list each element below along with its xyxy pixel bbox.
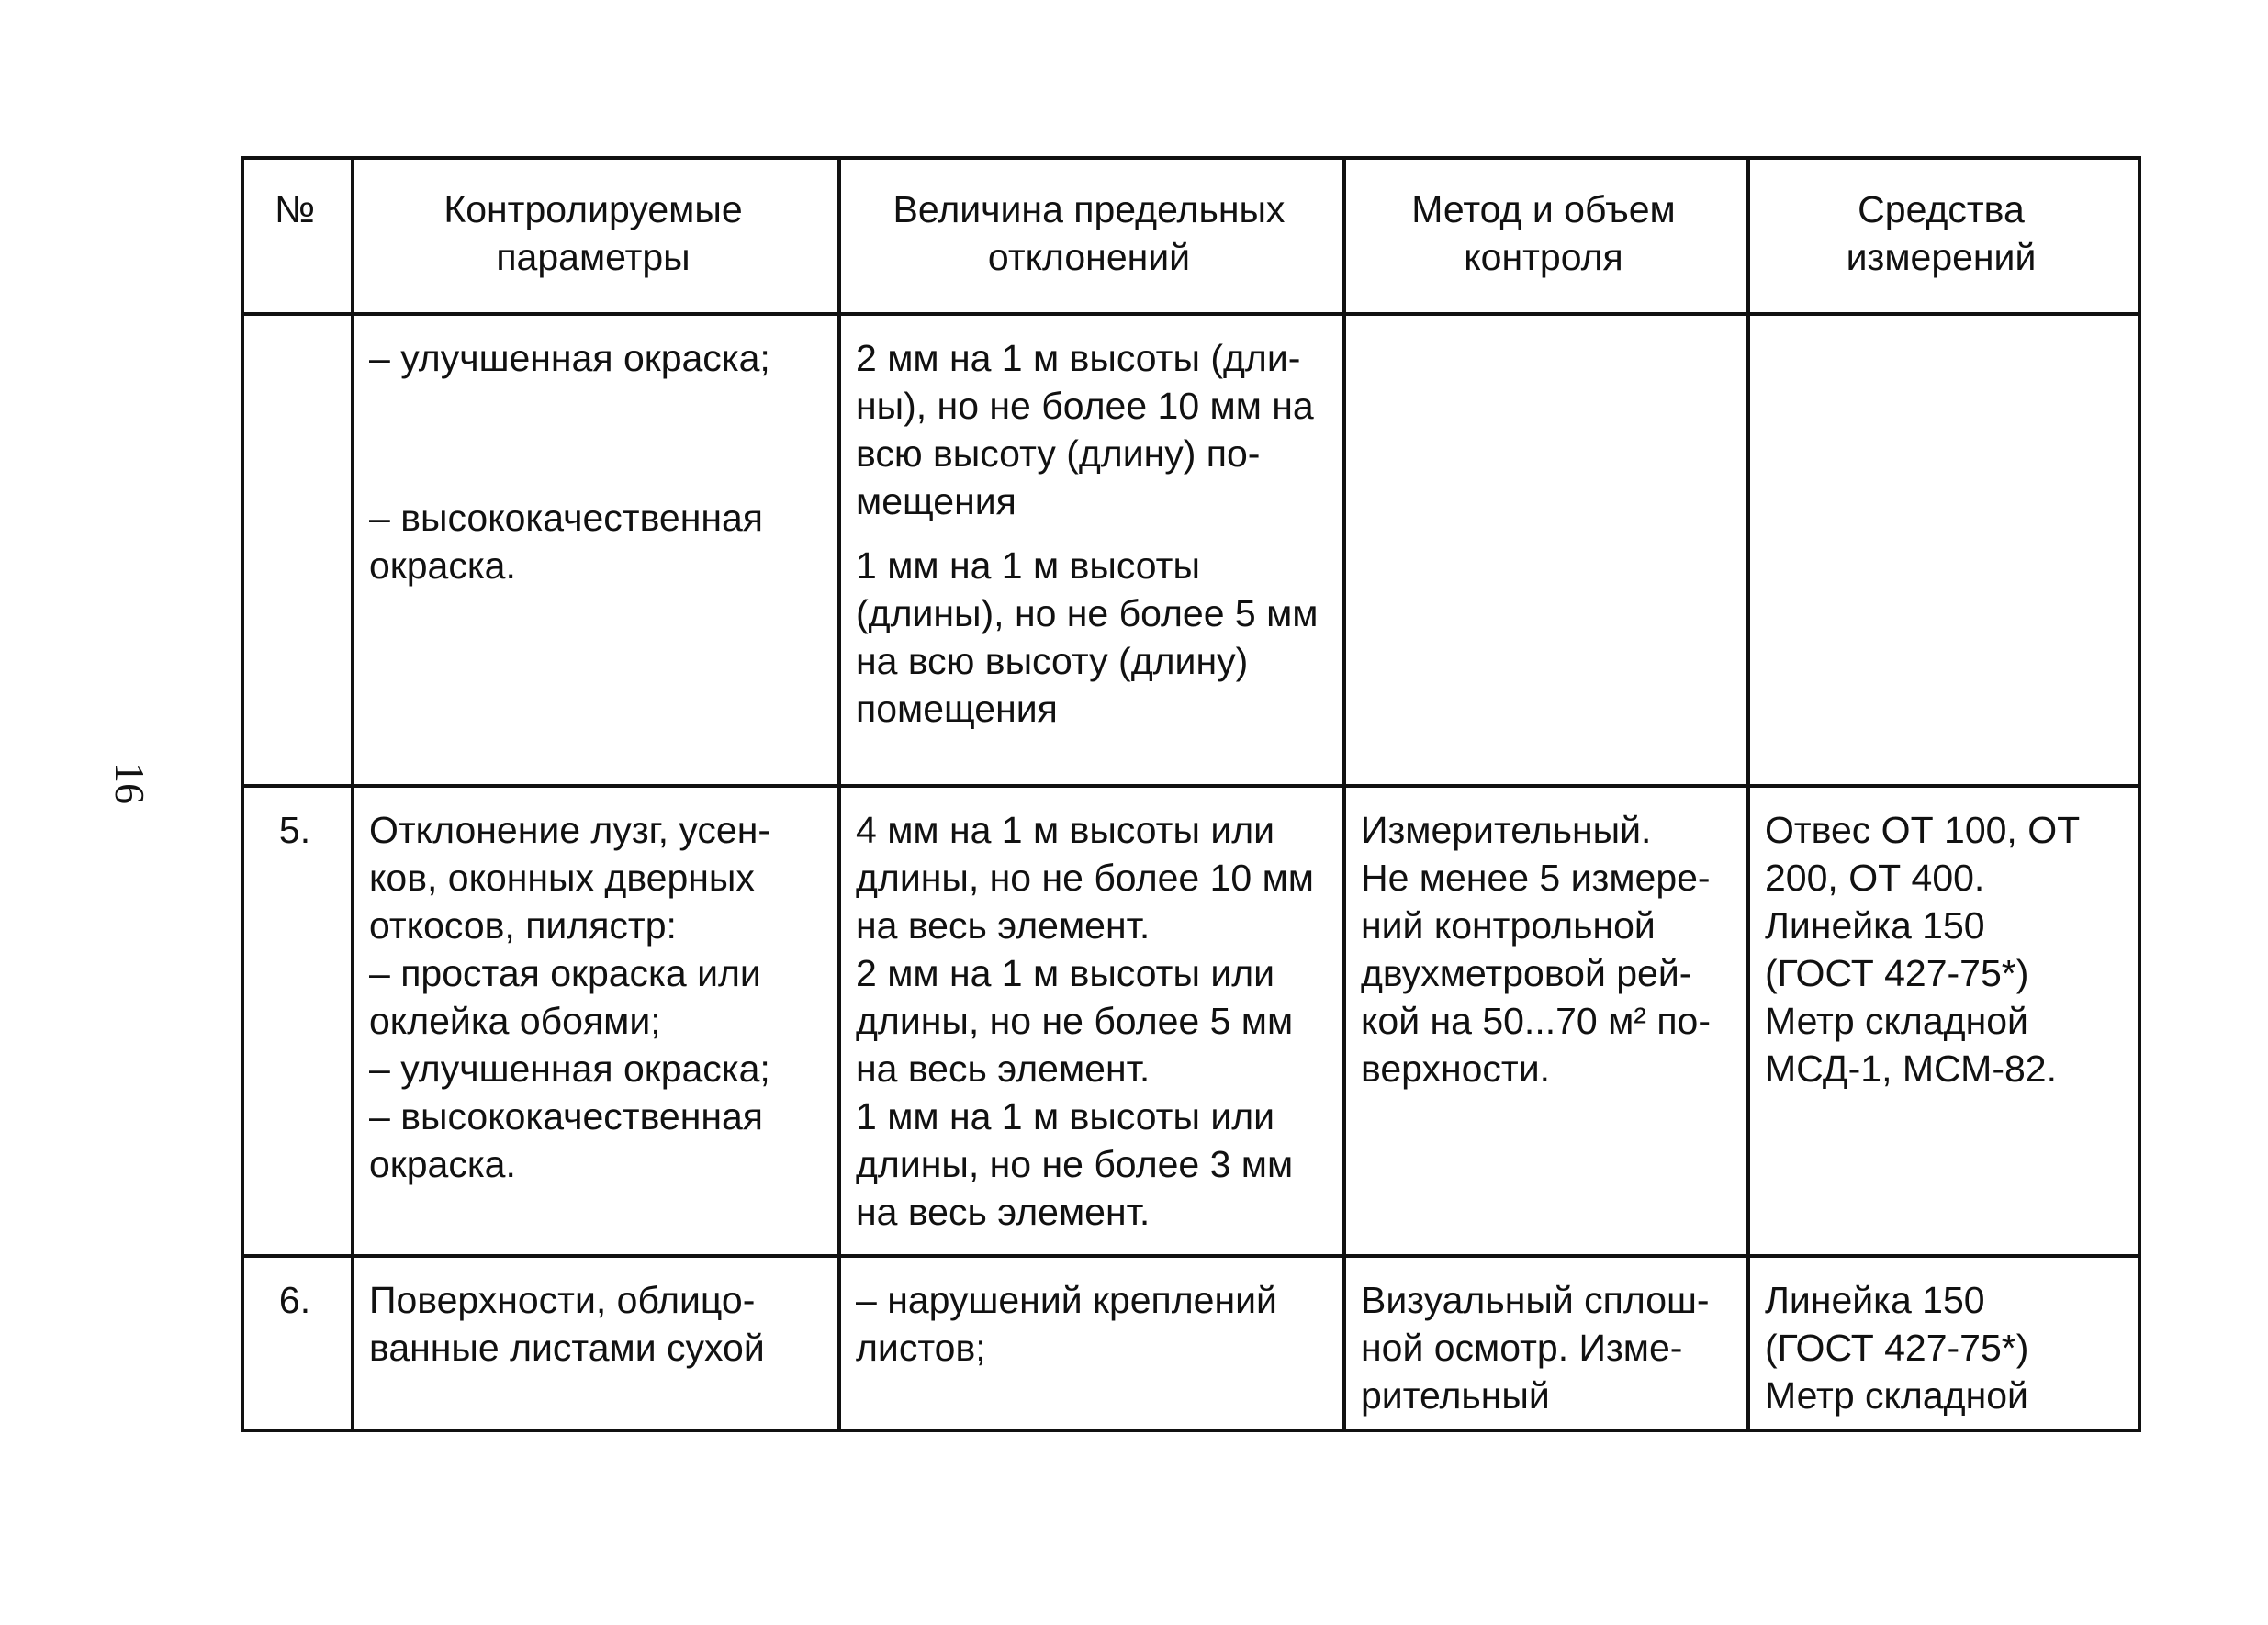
method-cell [1344,314,1748,786]
method-cell: Визуальный сплош- ной осмотр. Изме- рительный [1344,1256,1748,1430]
header-number: № [242,158,353,314]
parameter-text: – высококачественная окраска. [369,497,763,587]
header-controlled-parameters: Контролируемые параметры [353,158,839,314]
tools-cell: Линейка 150 (ГОСТ 427-75*) Метр складной [1748,1256,2139,1430]
method-cell: Измерительный. Не менее 5 измере- ний контрольной двухметровой рей- кой на 50...70 м² по- верхности. [1344,786,1748,1256]
limit-cell: – нарушений креплений листов; [839,1256,1344,1430]
limit-text: 2 мм на 1 м высоты (дли- ны), но не более 10 мм на всю высоту (длину) по- мещения [856,337,1314,522]
row-number-cell: 6. [242,1256,353,1430]
parameter-cell [353,314,839,786]
parameter-cell: Поверхности, облицо- ванные листами сухой [353,1256,839,1430]
tools-cell: Отвес ОТ 100, ОТ 200, ОТ 400. Линейка 150 (ГОСТ 427-75*) Метр складной МСД-1, МСМ-82. [1748,786,2139,1256]
row-number-cell: 5. [242,786,353,1256]
parameter-text: – улучшенная окраска; [369,337,770,379]
limit-text: 1 мм на 1 м высоты (длины), но не более 5 мм на всю высоту (длину) помещения [856,544,1319,730]
header-measuring-tools: Средства измерений [1748,158,2139,314]
table-row [242,314,2139,786]
row-number-cell [242,314,353,786]
parameter-cell: Отклонение лузг, усен- ков, оконных дверных откосов, пилястр: – простая окраска или оклейка обоями; – улучшенная окраска; – высококачественная окраска. [353,786,839,1256]
header-control-method: Метод и объем контроля [1344,158,1748,314]
header-limit-deviations: Величина предельных отклонений [839,158,1344,314]
tools-cell [1748,314,2139,786]
requirements-table [241,156,2141,1432]
table-header-row [242,158,2139,314]
limit-cell: 4 мм на 1 м высоты или длины, но не более 10 мм на весь элемент. 2 мм на 1 м высоты или длины, но не более 5 мм на весь элемент. 1 мм на 1 м высоты или длины, но не более 3 мм на весь элемент. [839,786,1344,1256]
table-row [242,1256,2139,1430]
limit-cell [839,314,1344,786]
page-number: 16 [107,762,153,804]
table-row [242,786,2139,1256]
